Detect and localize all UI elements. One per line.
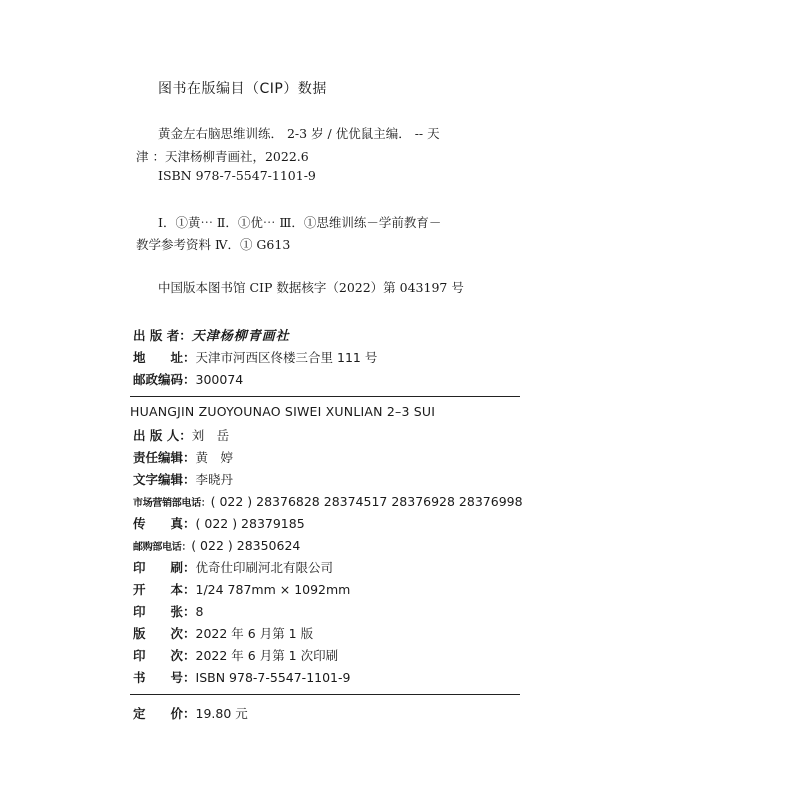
detail-label: 传 真： — [133, 516, 196, 531]
cip-line: Ⅰ．①黄⋯ Ⅱ．①优⋯ Ⅲ．①思维训练－学前教育－ — [158, 215, 442, 230]
detail-row — [133, 668, 350, 688]
detail-value: 优奇仕印刷河北有限公司 — [195, 560, 334, 575]
detail-row — [133, 646, 338, 666]
cip-isbn: ISBN 978-7-5547-1101-9 — [158, 168, 316, 183]
detail-label: 责任编辑： — [133, 450, 196, 465]
address-row — [133, 348, 377, 368]
detail-value: 1/24 787mm × 1092mm — [195, 582, 351, 597]
detail-row — [133, 602, 203, 622]
detail-label: 开 本： — [133, 582, 196, 597]
publisher-row — [133, 326, 290, 346]
cip-line: 黄金左右脑思维训练． 2-3 岁 / 优优鼠主编． -- 天 — [158, 126, 440, 141]
detail-label: 印 张： — [133, 604, 196, 619]
detail-row — [133, 580, 350, 600]
detail-value: 刘 岳 — [191, 428, 230, 443]
cip-line: 教学参考资料 Ⅳ．① G613 — [136, 237, 291, 252]
detail-label: 书 号： — [133, 670, 196, 685]
price-label: 定 价： — [133, 706, 196, 721]
detail-label: 出 版 人： — [133, 428, 192, 443]
cip-line: 津 ：天津杨柳青画社，2022.6 — [136, 149, 309, 164]
detail-value: ( 022 ) 28379185 — [195, 516, 305, 531]
divider — [130, 396, 520, 397]
detail-label: 印 次： — [133, 648, 196, 663]
detail-row — [133, 470, 233, 490]
detail-row — [133, 448, 233, 468]
detail-label: 印 刷： — [133, 560, 196, 575]
price-row — [133, 704, 248, 724]
detail-value: ISBN 978-7-5547-1101-9 — [195, 670, 351, 685]
publisher-label: 出 版 者： — [133, 328, 192, 343]
detail-label: 版 次： — [133, 626, 196, 641]
detail-value: ( 022 ) 28376828 28374517 28376928 28376998 — [210, 494, 523, 509]
detail-value: 李晓丹 — [195, 472, 234, 487]
detail-value: 黄 婷 — [195, 450, 234, 465]
pinyin-title: HUANGJIN ZUOYOUNAO SIWEI XUNLIAN 2–3 SUI — [130, 404, 436, 419]
detail-value: 8 — [195, 604, 204, 619]
postcode-row — [133, 370, 243, 390]
detail-row — [133, 624, 313, 644]
cip-title: 图书在版编目（CIP）数据 — [158, 81, 327, 97]
postcode-label: 邮政编码： — [133, 372, 196, 387]
cip-verification: 中国版本图书馆 CIP 数据核字（2022）第 043197 号 — [158, 280, 464, 295]
detail-row — [133, 492, 523, 512]
detail-label: 邮购部电话： — [133, 542, 192, 553]
detail-row — [133, 426, 229, 446]
detail-row — [133, 536, 300, 556]
address-label: 地 址： — [133, 350, 196, 365]
address-value: 天津市河西区佟楼三合里 111 号 — [195, 350, 378, 365]
detail-label: 市场营销部电话： — [133, 498, 211, 509]
detail-value: ( 022 ) 28350624 — [191, 538, 301, 553]
publisher-logo: 天津杨柳青画社 — [191, 329, 290, 344]
detail-value: 2022 年 6 月第 1 版 — [195, 626, 314, 641]
detail-row — [133, 514, 305, 534]
postcode-value: 300074 — [195, 372, 244, 387]
divider — [130, 694, 520, 695]
detail-row — [133, 558, 333, 578]
detail-label: 文字编辑： — [133, 472, 196, 487]
detail-value: 2022 年 6 月第 1 次印刷 — [195, 648, 339, 663]
price-value: 19.80 元 — [195, 706, 248, 721]
